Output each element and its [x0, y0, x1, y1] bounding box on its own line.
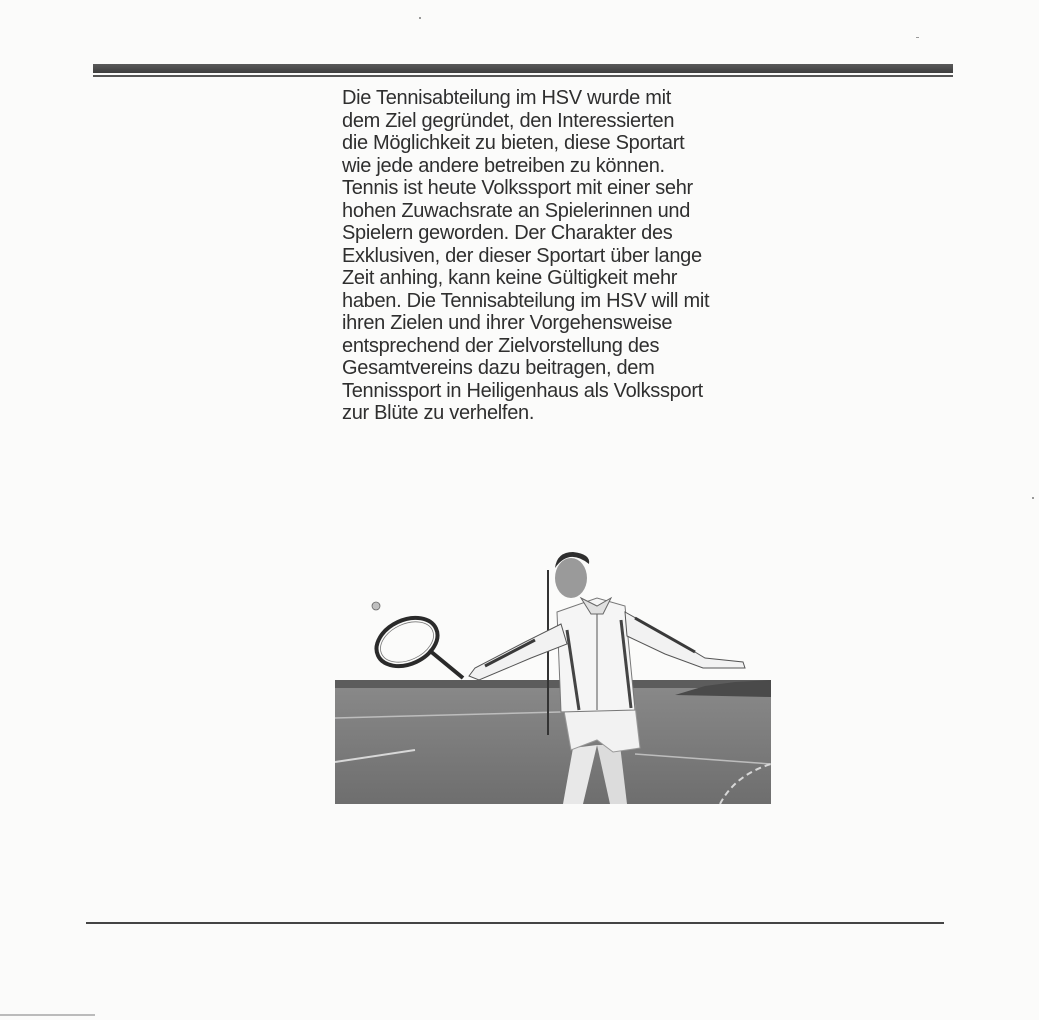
racket-handle	[429, 650, 463, 678]
article-line: Tennissport in Heiligenhaus als Volkssport	[342, 379, 703, 402]
scan-speck	[419, 17, 421, 19]
player-arm-right	[625, 612, 745, 668]
article-line: die Möglichkeit zu bieten, diese Sportart	[342, 132, 685, 154]
scan-speck	[916, 37, 919, 38]
article-text	[342, 87, 772, 425]
tennis-player-photo	[335, 540, 771, 804]
player-head	[555, 558, 587, 598]
article-line: hohen Zuwachsrate an Spielerinnen und	[342, 199, 691, 222]
scan-edge-mark	[0, 1014, 95, 1016]
court-surface	[335, 680, 771, 804]
article-line: entsprechend der Zielvorstellung des	[342, 334, 660, 357]
article-line: ihren Zielen und ihrer Vorgehensweise	[342, 312, 673, 334]
article-line: Tennis ist heute Volkssport mit einer sehr	[342, 177, 693, 199]
top-rule-thin	[93, 75, 953, 77]
article-line: haben. Die Tennisabteilung im HSV will mit	[342, 289, 710, 312]
article-line: Spielern geworden. Der Charakter des	[342, 222, 673, 244]
tennis-ball	[372, 602, 380, 610]
article-line: Exklusiven, der dieser Sportart über lange	[342, 244, 702, 267]
article-line: Gesamtvereins dazu beitragen, dem	[342, 357, 655, 379]
scan-speck	[1032, 497, 1034, 499]
top-rule	[93, 64, 953, 73]
article-line: Zeit anhing, kann keine Gültigkeit mehr	[342, 267, 678, 289]
article-line: Die Tennisabteilung im HSV wurde mit	[342, 87, 671, 109]
racket-head	[369, 609, 446, 676]
player-jacket	[557, 598, 635, 712]
article-line: zur Blüte zu verhelfen.	[342, 402, 535, 424]
article-line: wie jede andere betreiben zu können.	[342, 154, 665, 177]
player-arm-left	[469, 624, 567, 680]
article-line: dem Ziel gegründet, den Interessierten	[342, 109, 675, 132]
bottom-rule	[86, 922, 944, 924]
